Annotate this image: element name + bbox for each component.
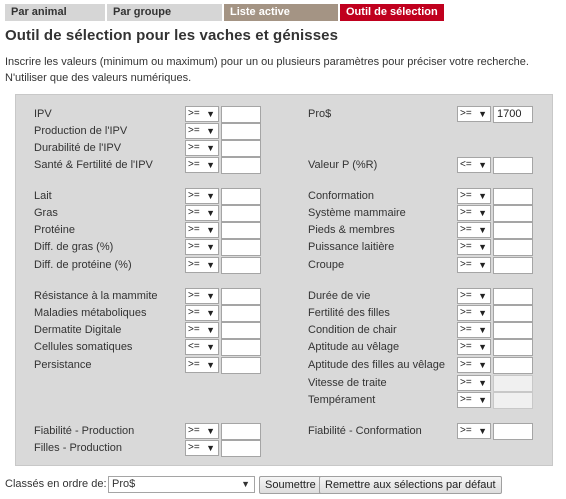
value-input[interactable]	[221, 288, 261, 305]
chevron-down-icon: ▼	[206, 208, 215, 218]
value-input[interactable]	[221, 423, 261, 440]
criterion-label: Condition de chair	[308, 324, 397, 336]
criterion-label: Fiabilité - Production	[34, 425, 135, 437]
criterion-label: Fiabilité - Conformation	[308, 425, 422, 437]
criterion-label: Diff. de gras (%)	[34, 241, 114, 253]
value-input[interactable]	[493, 357, 533, 374]
operator-select[interactable]: >= ▼	[185, 357, 219, 373]
chevron-down-icon: ▼	[206, 342, 215, 352]
operator-select[interactable]: >= ▼	[185, 257, 219, 273]
operator-select[interactable]: <= ▼	[185, 339, 219, 355]
value-input[interactable]	[221, 322, 261, 339]
value-input[interactable]	[221, 222, 261, 239]
value-input[interactable]	[221, 157, 261, 174]
criterion-label: Dermatite Digitale	[34, 324, 122, 336]
chevron-down-icon: ▼	[206, 426, 215, 436]
chevron-down-icon: ▼	[478, 291, 487, 301]
intro-text	[5, 54, 561, 86]
criterion-label: Valeur P (%R)	[308, 159, 378, 171]
operator-select[interactable]: >= ▼	[185, 106, 219, 122]
submit-button[interactable]: Soumettre	[259, 476, 322, 494]
sort-select[interactable]	[108, 476, 255, 493]
operator-select[interactable]: >= ▼	[185, 288, 219, 304]
criterion-label: Système mammaire	[308, 207, 406, 219]
chevron-down-icon: ▼	[478, 160, 487, 170]
criterion-label: Maladies métaboliques	[34, 307, 147, 319]
operator-select[interactable]: >= ▼	[185, 140, 219, 156]
criterion-label: IPV	[34, 108, 52, 120]
chevron-down-icon: ▼	[478, 242, 487, 252]
operator-select[interactable]: >= ▼	[457, 423, 491, 439]
chevron-down-icon: ▼	[206, 191, 215, 201]
value-input[interactable]	[221, 339, 261, 356]
criterion-label: Fertilité des filles	[308, 307, 390, 319]
sort-bar	[5, 476, 561, 494]
operator-select[interactable]: >= ▼	[185, 322, 219, 338]
chevron-down-icon: ▼	[206, 126, 215, 136]
operator-select[interactable]: <= ▼	[457, 157, 491, 173]
chevron-down-icon: ▼	[478, 208, 487, 218]
criterion-label: Cellules somatiques	[34, 341, 133, 353]
operator-select[interactable]: >= ▼	[457, 239, 491, 255]
operator-select[interactable]: >= ▼	[185, 157, 219, 173]
operator-select[interactable]: >= ▼	[185, 222, 219, 238]
operator-select[interactable]: >= ▼	[457, 322, 491, 338]
chevron-down-icon: ▼	[206, 325, 215, 335]
value-input[interactable]	[221, 106, 261, 123]
chevron-down-icon: ▼	[478, 260, 487, 270]
criterion-label: Lait	[34, 190, 52, 202]
operator-select[interactable]: >= ▼	[457, 257, 491, 273]
value-input[interactable]	[493, 305, 533, 322]
chevron-down-icon: ▼	[478, 360, 487, 370]
chevron-down-icon: ▼	[206, 291, 215, 301]
intro-line-2: N'utiliser que des valeurs numériques.	[5, 72, 192, 84]
chevron-down-icon: ▼	[206, 242, 215, 252]
criterion-label: Aptitude des filles au vêlage	[308, 359, 445, 371]
operator-select[interactable]: >= ▼	[457, 305, 491, 321]
value-input[interactable]	[493, 375, 533, 392]
chevron-down-icon: ▼	[478, 378, 487, 388]
chevron-down-icon: ▼	[206, 260, 215, 270]
operator-select[interactable]: >= ▼	[457, 288, 491, 304]
value-input[interactable]	[221, 440, 261, 457]
chevron-down-icon: ▼	[241, 479, 250, 489]
criterion-label: Durabilité de l'IPV	[34, 142, 122, 154]
operator-select[interactable]: >= ▼	[457, 106, 491, 122]
value-input[interactable]	[221, 305, 261, 322]
value-input[interactable]	[493, 188, 533, 205]
operator-select[interactable]: >= ▼	[457, 392, 491, 408]
criterion-label: Conformation	[308, 190, 375, 202]
criterion-label: Production de l'IPV	[34, 125, 128, 137]
chevron-down-icon: ▼	[478, 191, 487, 201]
criterion-label: Vitesse de traite	[308, 377, 387, 389]
criterion-label: Aptitude au vêlage	[308, 341, 400, 353]
operator-select[interactable]: >= ▼	[185, 123, 219, 139]
value-input[interactable]	[221, 205, 261, 222]
selection-panel	[15, 94, 553, 466]
chevron-down-icon: ▼	[478, 395, 487, 405]
chevron-down-icon: ▼	[206, 109, 215, 119]
criterion-label: Persistance	[34, 359, 92, 371]
operator-select[interactable]: >= ▼	[185, 188, 219, 204]
page-title: Outil de sélection pour les vaches et génisses	[5, 27, 339, 44]
criterion-label: Diff. de protéine (%)	[34, 259, 132, 271]
value-input[interactable]	[221, 188, 261, 205]
criterion-label: Pro$	[308, 108, 332, 120]
criterion-label: Puissance laitière	[308, 241, 395, 253]
chevron-down-icon: ▼	[206, 160, 215, 170]
operator-select[interactable]: >= ▼	[457, 205, 491, 221]
value-input[interactable]	[493, 288, 533, 305]
intro-line-1: Inscrire les valeurs (minimum ou maximum) pour un ou plusieurs paramètres pour préciser votre recherche.	[5, 56, 529, 68]
chevron-down-icon: ▼	[206, 443, 215, 453]
operator-select[interactable]: >= ▼	[185, 205, 219, 221]
sort-value: Pro$	[112, 478, 136, 490]
value-input[interactable]	[221, 239, 261, 256]
criterion-label: Résistance à la mammite	[34, 290, 158, 302]
operator-select[interactable]: >= ▼	[457, 222, 491, 238]
chevron-down-icon: ▼	[478, 225, 487, 235]
criterion-label: Santé & Fertilité de l'IPV	[34, 159, 153, 171]
value-input[interactable]	[493, 322, 533, 339]
chevron-down-icon: ▼	[206, 360, 215, 370]
operator-select[interactable]: >= ▼	[185, 423, 219, 439]
tab-outil-de-selection[interactable]: Outil de sélection	[340, 4, 444, 21]
criterion-label: Protéine	[34, 224, 75, 236]
value-input[interactable]	[221, 357, 261, 374]
operator-select[interactable]: >= ▼	[185, 305, 219, 321]
criterion-label: Filles - Production	[34, 442, 123, 454]
value-input[interactable]	[493, 339, 533, 356]
value-input[interactable]	[493, 392, 533, 409]
operator-select[interactable]: >= ▼	[185, 440, 219, 456]
chevron-down-icon: ▼	[206, 143, 215, 153]
chevron-down-icon: ▼	[206, 225, 215, 235]
chevron-down-icon: ▼	[206, 308, 215, 318]
tab-bar	[5, 4, 557, 21]
value-input[interactable]	[493, 257, 533, 274]
operator-select[interactable]: >= ▼	[457, 357, 491, 373]
operator-select[interactable]: >= ▼	[457, 375, 491, 391]
tab-par-groupe[interactable]: Par groupe	[107, 4, 222, 21]
criterion-label: Durée de vie	[308, 290, 371, 302]
value-input[interactable]	[221, 123, 261, 140]
value-input[interactable]	[221, 140, 261, 157]
value-input[interactable]	[493, 205, 533, 222]
sort-label: Classés en ordre de:	[5, 478, 107, 490]
chevron-down-icon: ▼	[478, 426, 487, 436]
criterion-label: Croupe	[308, 259, 345, 271]
operator-select[interactable]: >= ▼	[457, 188, 491, 204]
chevron-down-icon: ▼	[478, 109, 487, 119]
value-input[interactable]	[221, 257, 261, 274]
chevron-down-icon: ▼	[478, 342, 487, 352]
criterion-label: Tempérament	[308, 394, 376, 406]
reset-button[interactable]: Remettre aux sélections par défaut	[319, 476, 502, 494]
tab-liste-active[interactable]: Liste active	[224, 4, 338, 21]
value-input[interactable]	[493, 222, 533, 239]
value-input[interactable]	[493, 239, 533, 256]
chevron-down-icon: ▼	[478, 325, 487, 335]
value-input[interactable]	[493, 423, 533, 440]
criterion-label: Gras	[34, 207, 58, 219]
value-input[interactable]: 1700	[493, 106, 533, 123]
criterion-label: Pieds & membres	[308, 224, 395, 236]
operator-select[interactable]: >= ▼	[185, 239, 219, 255]
chevron-down-icon: ▼	[478, 308, 487, 318]
operator-select[interactable]: >= ▼	[457, 339, 491, 355]
value-input[interactable]	[493, 157, 533, 174]
tab-par-animal[interactable]: Par animal	[5, 4, 105, 21]
